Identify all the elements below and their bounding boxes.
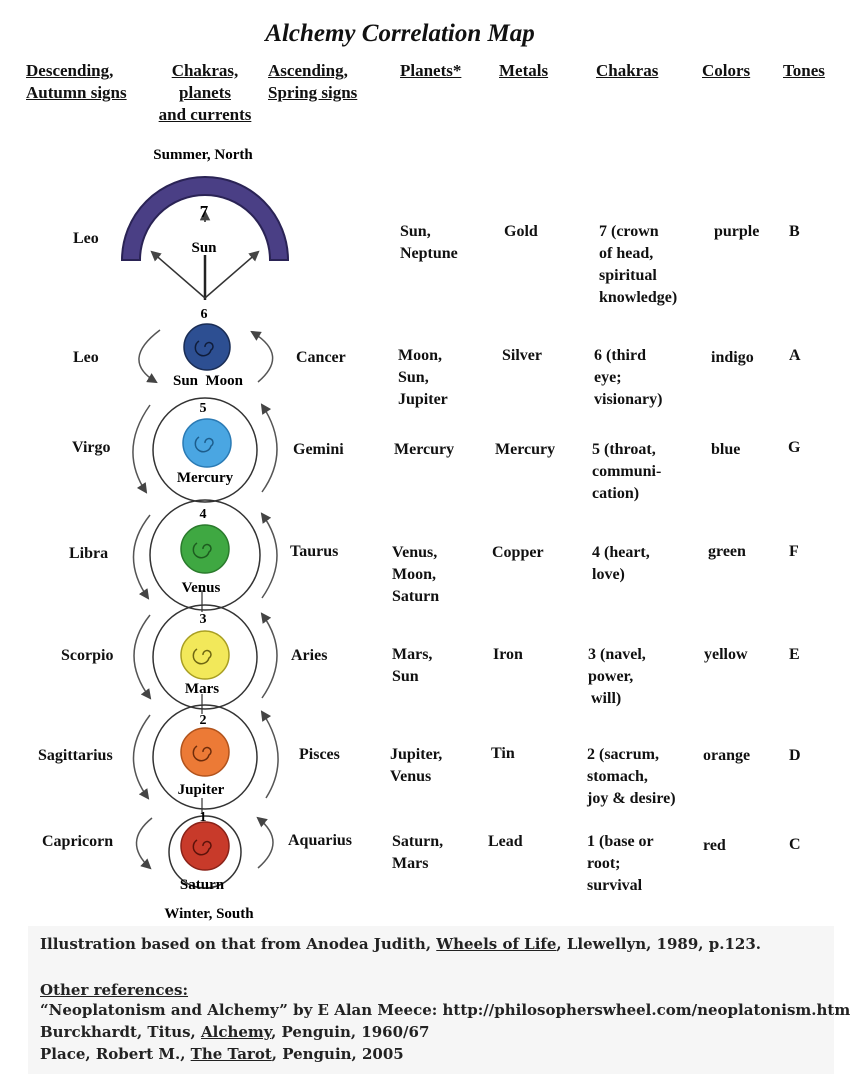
header-chakras-planets-line1: Chakras, [171, 61, 239, 80]
ascending-sign: Aries [291, 647, 328, 664]
metal-cell: Copper [492, 544, 544, 561]
ascending-sign: Gemini [293, 441, 344, 458]
planet-item: Jupiter, [390, 746, 443, 763]
planet-item: Saturn [392, 588, 440, 605]
header-chakras-planets-line3: and currents [158, 105, 252, 124]
reference-title: Alchemy [201, 1023, 272, 1041]
chakra-line: joy & desire) [587, 790, 676, 807]
tone-cell: D [789, 747, 801, 764]
current-arc-4-left [133, 515, 150, 598]
chakra-line: 3 (navel, [588, 646, 646, 663]
chakra-cell [587, 831, 654, 897]
chakra-line: 5 (throat, [592, 441, 656, 458]
chakra-line: will) [591, 690, 622, 707]
current-arc-1-right [258, 818, 273, 868]
planets-cell [394, 439, 454, 461]
chakra-cell [592, 542, 650, 586]
planet-item: Sun, [400, 223, 431, 240]
chakra-number-3: 3 [199, 612, 207, 627]
ascending-sign: Taurus [290, 543, 339, 560]
planet-item: Mars [392, 855, 429, 872]
chakra-cell [592, 439, 661, 505]
chakra-line: cation) [592, 485, 640, 502]
chakra-line: love) [592, 566, 625, 583]
planet-item: Mars, [392, 646, 433, 663]
chakra-cell [594, 345, 662, 411]
tone-cell: B [789, 223, 800, 240]
header-ascending-line1: Ascending, [268, 61, 348, 80]
chakra-disc-4 [181, 525, 229, 573]
color-cell: purple [714, 223, 760, 240]
tone-cell: G [788, 439, 801, 456]
planets-cell [392, 644, 432, 688]
chakra-line: root; [587, 855, 621, 872]
reference-title: The Tarot [190, 1045, 272, 1063]
planet-item: Sun [392, 668, 419, 685]
header-descending-line2: Autumn signs [26, 83, 127, 102]
tone-cell: C [789, 836, 801, 853]
reference-text: “Neoplatonism and Alchemy” by E Alan Meece: http://philosopherswheel.com/neoplatonism.htm [40, 1001, 851, 1019]
chakra-number-2: 2 [199, 713, 207, 728]
current-arc-6-right [252, 332, 273, 382]
current-arc-2-left [133, 715, 150, 798]
current-arrow-right [205, 252, 258, 298]
chakra-line: visionary) [594, 391, 663, 408]
planet-item: Venus, [392, 544, 438, 561]
chakra-line: 1 (base or [587, 833, 654, 850]
chakra-line: 4 (heart, [592, 544, 650, 561]
ascending-sign: Cancer [296, 349, 346, 366]
chakra-disc-1 [181, 822, 229, 870]
planet-label-4: Venus [181, 580, 221, 596]
planets-cell [392, 542, 439, 608]
color-cell: orange [703, 747, 751, 764]
current-arc-5-left [133, 405, 150, 492]
chakra-disc-5 [183, 419, 231, 467]
planet-item: Sun, [398, 369, 429, 386]
tone-cell: A [789, 347, 801, 364]
credit-part: , Llewellyn, 1989, p.123. [556, 935, 761, 953]
ascending-sign: Aquarius [288, 832, 353, 849]
descending-sign: Virgo [72, 439, 111, 456]
planet-item: Moon, [392, 566, 436, 583]
header-metals: Metals [499, 61, 549, 80]
descending-sign: Scorpio [61, 647, 114, 664]
chakra-line: stomach, [587, 768, 648, 785]
descending-sign: Leo [73, 349, 99, 366]
chakra-disc-2 [181, 728, 229, 776]
header-chakras-planets-line2: planets [179, 83, 231, 102]
planet-item: Mercury [394, 441, 455, 458]
current-arc-2-right [262, 712, 278, 798]
chakra-line: communi- [592, 463, 662, 480]
metal-cell: Gold [504, 223, 538, 240]
planet-label-1: Saturn [179, 877, 225, 893]
tone-cell: E [789, 646, 800, 663]
chakra-number-6: 6 [200, 307, 208, 322]
planet-item: Neptune [400, 245, 458, 262]
chakra-line: 2 (sacrum, [587, 746, 659, 763]
chakra-disc-3 [181, 631, 229, 679]
chakra-line: spiritual [599, 267, 657, 284]
other-references-heading: Other references: [40, 981, 189, 999]
credit-part: Illustration based on that from Anodea Judith, [40, 935, 437, 953]
header-descending-line1: Descending, [26, 61, 114, 80]
current-arc-3-left [134, 615, 150, 698]
planet-label-5: Mercury [176, 470, 234, 486]
chakra-line: survival [587, 877, 643, 894]
current-arc-6-left [139, 330, 160, 382]
current-arc-3-right [262, 614, 277, 698]
planet-item: Venus [390, 768, 432, 785]
color-cell: red [703, 837, 726, 854]
chakra-disc-6 [184, 324, 230, 370]
color-cell: green [708, 543, 746, 560]
planet-label-3: Mars [184, 681, 220, 697]
header-planets: Planets* [400, 61, 462, 80]
page-title: Alchemy Correlation Map [265, 20, 535, 47]
planets-cell [398, 345, 448, 411]
chakra-line: 6 (third [594, 347, 646, 364]
planet-item: Jupiter [398, 391, 448, 408]
tone-cell: F [789, 543, 799, 560]
chakra-cell [588, 644, 646, 710]
descending-sign: Libra [69, 545, 109, 562]
header-ascending-line2: Spring signs [268, 83, 358, 102]
planet-label-2: Jupiter [177, 782, 225, 798]
chakra-number-5: 5 [199, 401, 207, 416]
chakra-number-7: 7 [199, 202, 209, 221]
metal-cell: Mercury [495, 441, 556, 458]
color-cell: blue [711, 441, 741, 458]
direction-top: Summer, North [153, 147, 253, 163]
references-panel [28, 926, 851, 1074]
planet-item: Moon, [398, 347, 442, 364]
color-cell: indigo [711, 349, 754, 366]
descending-sign: Capricorn [42, 833, 114, 850]
planets-cell [390, 744, 442, 788]
chakra-cell [587, 744, 676, 810]
chakra-number-1: 1 [199, 810, 207, 825]
reference-line [40, 1000, 850, 1021]
current-arc-5-right [262, 405, 277, 492]
reference-text: Burckhardt, Titus, [40, 1023, 201, 1041]
current-arc-4-right [262, 514, 277, 598]
illustration-credit [40, 934, 761, 955]
reference-text: , Penguin, 2005 [271, 1045, 404, 1063]
chakra-line: of head, [599, 245, 654, 262]
descending-sign: Leo [73, 230, 99, 247]
metal-cell: Lead [488, 833, 523, 850]
color-cell: yellow [704, 646, 748, 663]
chakra-line: 7 (crown [599, 223, 659, 240]
planet-item: Saturn, [392, 833, 444, 850]
planets-cell [400, 221, 458, 265]
metal-cell: Tin [491, 745, 515, 762]
descending-sign: Sagittarius [38, 747, 113, 764]
current-arc-1-left [136, 818, 152, 868]
reference-text: Place, Robert M., [40, 1045, 191, 1063]
reference-line [40, 1022, 429, 1043]
header-chakras: Chakras [596, 61, 659, 80]
metal-cell: Silver [502, 347, 542, 364]
planet-label-7: Sun [191, 240, 217, 256]
chakra-cell [599, 221, 677, 309]
current-arrow-left [152, 252, 205, 298]
chakra-number-4: 4 [199, 507, 207, 522]
header-tones: Tones [783, 61, 825, 80]
chakra-line: power, [588, 668, 634, 685]
credit-book-title: Wheels of Life [436, 935, 557, 953]
reference-line [40, 1044, 404, 1065]
planet-label-6: Sun Moon [172, 373, 244, 389]
metal-cell: Iron [493, 646, 523, 663]
planets-cell [392, 831, 443, 875]
chakra-line: eye; [594, 369, 622, 386]
direction-bottom: Winter, South [164, 906, 254, 922]
chakra-line: knowledge) [599, 289, 678, 306]
ascending-sign: Pisces [299, 746, 340, 763]
reference-text: , Penguin, 1960/67 [271, 1023, 430, 1041]
header-colors: Colors [702, 61, 751, 80]
